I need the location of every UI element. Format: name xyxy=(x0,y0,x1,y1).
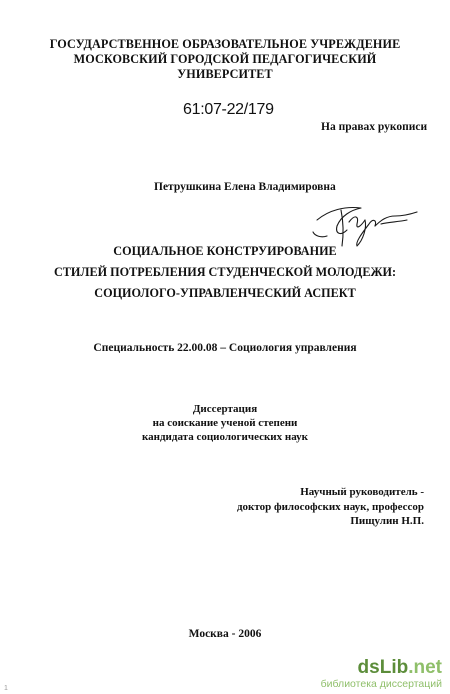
specialty-line: Специальность 22.00.08 – Социология управления xyxy=(93,342,357,354)
supervisor-block xyxy=(237,485,424,529)
degree-line: кандидата социологических наук xyxy=(141,431,309,443)
title-line: СТИЛЕЙ ПОТРЕБЛЕНИЯ СТУДЕНЧЕСКОЙ МОЛОДЕЖИ: xyxy=(53,265,397,279)
institution-line: МОСКОВСКИЙ ГОРОДСКОЙ ПЕДАГОГИЧЕСКИЙ xyxy=(73,52,377,66)
institution-line: ГОСУДАРСТВЕННОЕ ОБРАЗОВАТЕЛЬНОЕ УЧРЕЖДЕНИЕ xyxy=(49,37,401,51)
degree-line: Диссертация xyxy=(192,403,258,415)
author-name: Петрушкина Елена Владимировна xyxy=(154,181,336,193)
corner-mark: 1 xyxy=(4,685,8,692)
degree-statement xyxy=(0,402,450,444)
institution-line: УНИВЕРСИТЕТ xyxy=(177,67,273,81)
catalog-number-stamp: 61:07-22/179 xyxy=(183,101,274,118)
supervisor-line: доктор философских наук, профессор xyxy=(236,500,424,513)
dslib-watermark[interactable] xyxy=(321,658,442,690)
supervisor-line: Пищулин Н.П. xyxy=(350,515,424,527)
institution-header xyxy=(0,37,450,82)
supervisor-line: Научный руководитель - xyxy=(300,486,424,498)
city-year: Москва - 2006 xyxy=(188,628,262,640)
rights-note: На правах рукописи xyxy=(321,121,428,133)
title-line: СОЦИАЛЬНОЕ КОНСТРУИРОВАНИЕ xyxy=(113,244,337,258)
watermark-logo: dsLib.net xyxy=(357,657,442,678)
degree-line: на соискание ученой степени xyxy=(152,417,298,429)
title-line: СОЦИОЛОГО-УПРАВЛЕНЧЕСКИЙ АСПЕКТ xyxy=(94,286,356,300)
watermark-subtitle: библиотека диссертаций xyxy=(320,678,442,690)
dissertation-title xyxy=(0,241,450,304)
